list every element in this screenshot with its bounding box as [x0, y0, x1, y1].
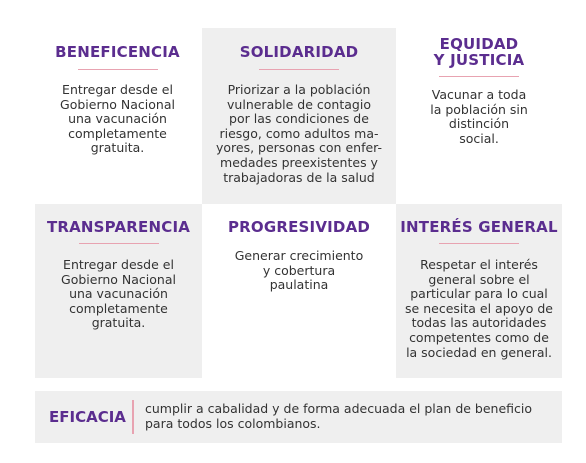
- card-title: EQUIDAD Y JUSTICIA: [433, 35, 525, 69]
- card-title: SOLIDARIDAD: [239, 43, 359, 61]
- card-description: Respetar el interés general sobre el particular para lo cual se necesita el apoyo de todas las autoridades competentes como de la sociedad en general.: [405, 257, 553, 360]
- title-divider: [439, 243, 519, 244]
- principle-card-interes-general: [396, 204, 562, 378]
- card-description: Generar crecimiento y cobertura paulatina: [234, 248, 364, 293]
- card-title: TRANSPARENCIA: [46, 218, 191, 236]
- principle-card-beneficencia: [33, 28, 202, 204]
- card-description: Vacunar a toda la población sin distinción social.: [430, 87, 528, 146]
- card-description: Priorizar a la población vulnerable de contagio por las condiciones de riesgo, como adultos ma- yores, personas con enfer- medades preexistentes y trabajadoras de la salud: [215, 82, 383, 185]
- band-title: EFICACIA: [49, 408, 126, 426]
- band-divider: [132, 400, 134, 434]
- card-description: Entregar desde el Gobierno Nacional una vacunación completamente gratuita.: [60, 82, 175, 156]
- eficacia-band: [35, 391, 562, 443]
- band-description: cumplir a cabalidad y de forma adecuada el plan de beneficio para todos los colombianos.: [145, 401, 533, 431]
- title-divider: [259, 69, 339, 70]
- principle-card-equidad: [396, 28, 562, 204]
- title-divider: [78, 69, 158, 70]
- principle-card-progresividad: [202, 204, 396, 378]
- title-divider: [79, 243, 159, 244]
- card-title: BENEFICENCIA: [55, 43, 180, 61]
- card-title: INTERÉS GENERAL: [400, 218, 558, 236]
- card-title: PROGRESIVIDAD: [227, 218, 371, 236]
- card-description: Entregar desde el Gobierno Nacional una vacunación completamente gratuita.: [61, 257, 176, 331]
- title-divider: [439, 76, 519, 77]
- principle-card-transparencia: [35, 204, 202, 378]
- principle-card-solidaridad: [202, 28, 396, 204]
